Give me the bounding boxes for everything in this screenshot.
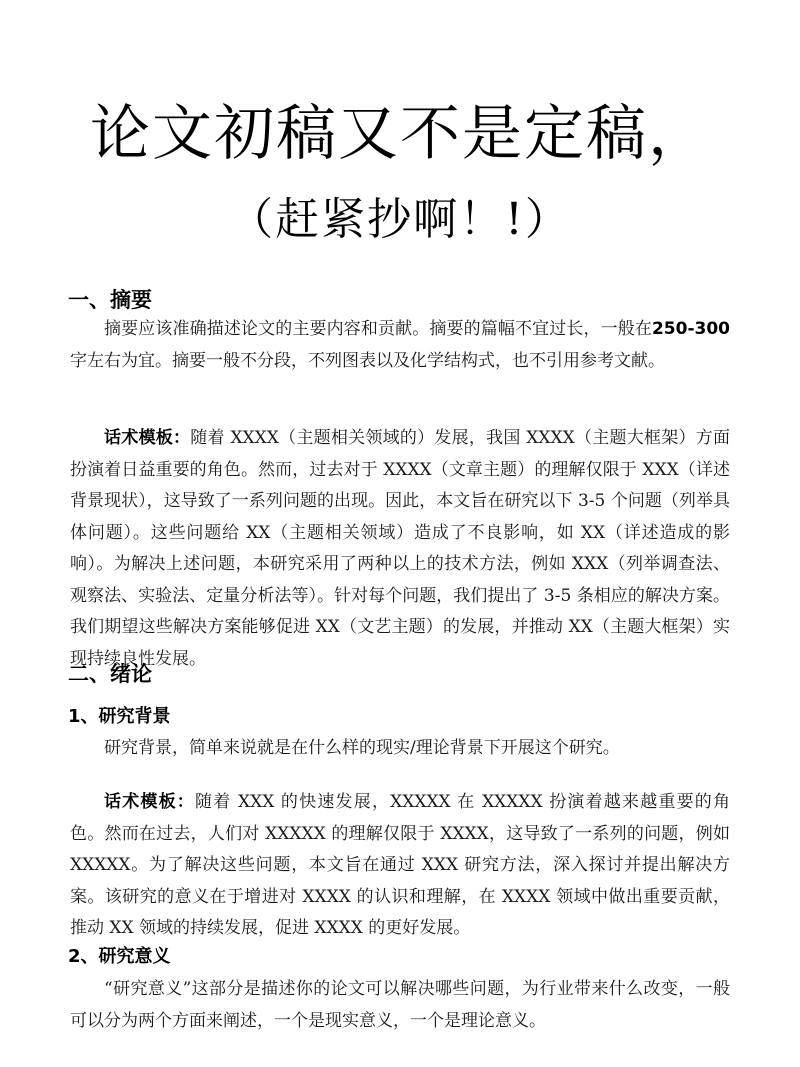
significance-paragraph [70, 974, 730, 1037]
subsection-heading-background: 1、研究背景 [68, 706, 171, 727]
template-lead-label: 话术模板： [104, 428, 191, 448]
background-template-text: 随着 XXX 的快速发展，XXXXX 在 XXXXX 扮演着越来越重要的角色。然而在过去，人们对 XXXXX 的理解仅限于 XXXX，这导致了一系列的问题，例如 XXXXX。为了解决这些问题，本文旨在通过 XXX 研究方法，深入探讨并提出解决方案。该研究的意义在于增进对 XXXX 的认识和理解，在 XXXX 领域中做出重要贡献，推动 XX 领域的持续发展，促进 XXXX 的更好发展。 [70, 792, 731, 938]
section-heading-introduction: 二、绪论 [68, 662, 152, 686]
abstract-word-count: 250-300 [651, 319, 730, 339]
template-lead-label: 话术模板： [104, 792, 196, 812]
abstract-template-text: 随着 XXXX（主题相关领域的）发展，我国 XXXX（主题大框架）方面扮演着日益重要的角色。然而，过去对于 XXXX（文章主题）的理解仅限于 XXX（详述背景现状），这导致了一系列问题的出现。因此，本文旨在研究以下 3-5 个问题（列举具体问题）。这些问题给 XX（主题相关领域）造成了不良影响，如 XX（详述造成的影响）。为解决上述问题，本研究采用了两种以上的技术方法，例如 XXX（列举调查法、观察法、实验法、定量分析法等）。针对每个问题，我们提出了 3-5 条相应的解决方案。我们期望这些解决方案能够促进 XX（文艺主题）的发展，并推动 XX（主题大框架）实现持续良性发展。 [70, 428, 731, 669]
background-paragraph [70, 733, 730, 765]
significance-text: “研究意义”这部分是描述你的论文可以解决哪些问题，为行业带来什么改变，一般可以分为两个方面来阐述，一个是现实意义，一个是理论意义。 [70, 979, 730, 1031]
abstract-paragraph [70, 314, 730, 377]
abstract-text-before: 摘要应该准确描述论文的主要内容和贡献。摘要的篇幅不宜过长，一般在 [104, 319, 652, 339]
abstract-text-after: 字左右为宜。摘要一般不分段，不列图表以及化学结构式，也不引用参考文献。 [70, 350, 665, 371]
subsection-heading-significance: 2、研究意义 [68, 946, 171, 967]
abstract-template-paragraph [70, 423, 730, 675]
document-subtitle: （赶紧抄啊！!） [229, 194, 571, 245]
background-template-paragraph [70, 787, 730, 945]
document-title: 论文初稿又不是定稿， [90, 99, 710, 169]
section-heading-abstract: 一、摘要 [68, 288, 152, 312]
background-text: 研究背景，简单来说就是在什么样的现实/理论背景下开展这个研究。 [104, 738, 620, 758]
